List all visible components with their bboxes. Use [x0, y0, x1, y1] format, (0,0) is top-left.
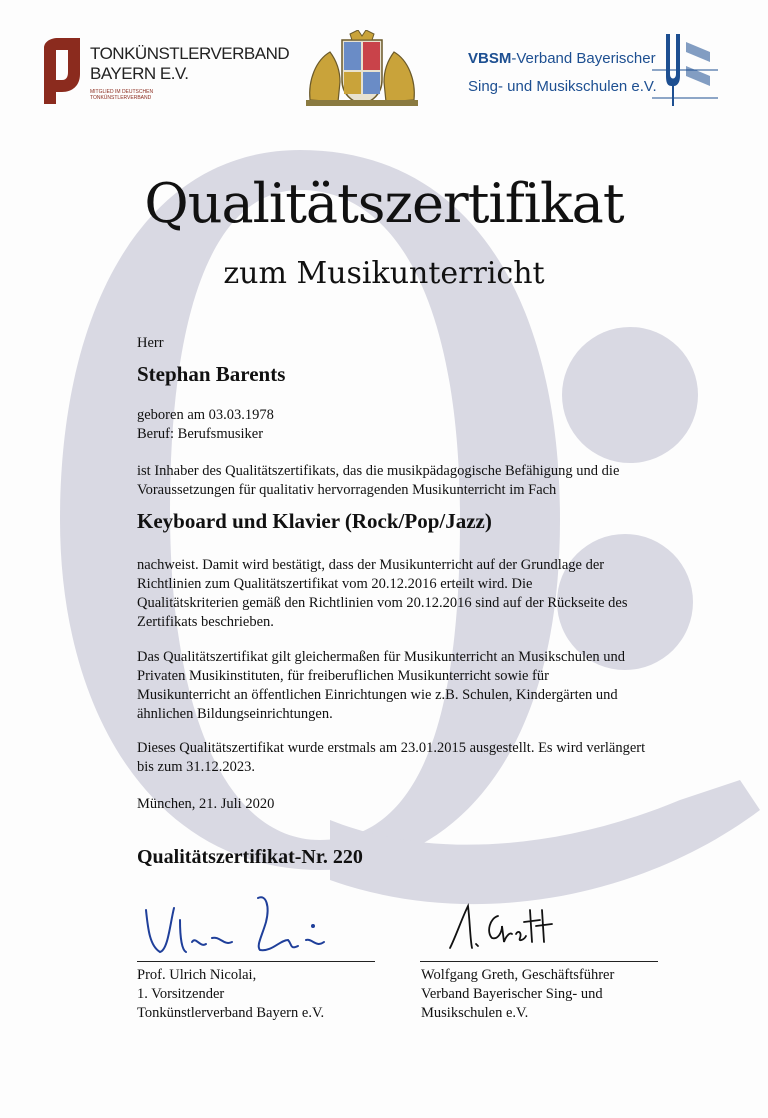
signatory-left-line3: Tonkünstlerverband Bayern e.V. — [137, 1005, 325, 1021]
signature-line-left — [137, 961, 375, 962]
tkv-logo — [40, 36, 290, 106]
confirmation-paragraph: nachweist. Damit wird bestätigt, dass der Musikunterricht auf der Grundlage der Richtlinien zum Qualitätszertifikat vom 20.12.2016 erteilt wird. Die Qualitätskriterien gemäß den Richtlinien vom 20.12.2016 sind auf der Rückseite des Zertifikats beschrieben. — [137, 557, 628, 630]
vbsm-abbr: VBSM — [468, 50, 512, 67]
signatory-left-line2: 1. Vorsitzender — [137, 986, 225, 1002]
signatory-right-line2: Verband Bayerischer Sing- und — [421, 986, 603, 1002]
holder-name: Stephan Barents — [137, 362, 286, 386]
intro-paragraph: ist Inhaber des Qualitätszertifikats, das die musikpädagogische Befähigung und die Voraussetzungen für qualitativ hervorragenden Musikunterricht im Fach — [137, 463, 620, 498]
vbsm-line1-text: -Verband Bayerischer — [511, 50, 656, 67]
profession: Beruf: Berufsmusiker — [137, 426, 264, 442]
birth-date: geboren am 03.03.1978 — [137, 407, 274, 423]
signatory-left-line1: Prof. Ulrich Nicolai, — [137, 967, 257, 983]
tkv-name-line2: BAYERN E.V. — [90, 64, 189, 83]
signature-greth — [446, 896, 556, 956]
signatory-right-line3: Musikschulen e.V. — [421, 1005, 529, 1021]
logo-bar — [0, 0, 768, 120]
vbsm-logo — [466, 34, 726, 106]
validity-paragraph: Das Qualitätszertifikat gilt gleichermaßen für Musikunterricht an Musikschulen und Privaten Musikinstituten, für freiberuflichen Musikunterricht sowie für Musikunterricht an öffentlichen Einrichtungen wie z.B. Schulen, Kindergärten und ähnlichen Bildungseinrichtungen. — [137, 649, 626, 722]
place-date: München, 21. Juli 2020 — [137, 796, 275, 812]
certificate-title: Qualitätszertifikat — [144, 172, 624, 235]
tkv-mark-icon — [40, 36, 84, 106]
bavarian-coat-of-arms-icon — [302, 30, 422, 108]
tkv-member-note: MITGLIED IM DEUTSCHEN TONKÜNSTLERVERBAND — [90, 89, 154, 101]
tuning-fork-icon — [652, 34, 718, 106]
issue-paragraph: Dieses Qualitätszertifikat wurde erstmals am 23.01.2015 ausgestellt. Es wird verlängert bis zum 31.12.2023. — [137, 740, 646, 775]
certificate-subtitle: zum Musikunterricht — [223, 256, 545, 291]
signatory-right-line1: Wolfgang Greth, Geschäftsführer — [421, 967, 615, 983]
signature-nicolai — [140, 890, 340, 962]
certificate-number: Qualitätszertifikat-Nr. 220 — [137, 846, 363, 868]
vbsm-line2: Sing- und Musikschulen e.V. — [468, 78, 657, 95]
salutation: Herr — [137, 335, 164, 351]
vbsm-line1 — [468, 50, 656, 67]
subject: Keyboard und Klavier (Rock/Pop/Jazz) — [137, 509, 492, 533]
signature-line-right — [420, 961, 658, 962]
tkv-name-line1: TONKÜNSTLERVERBAND — [90, 44, 290, 63]
